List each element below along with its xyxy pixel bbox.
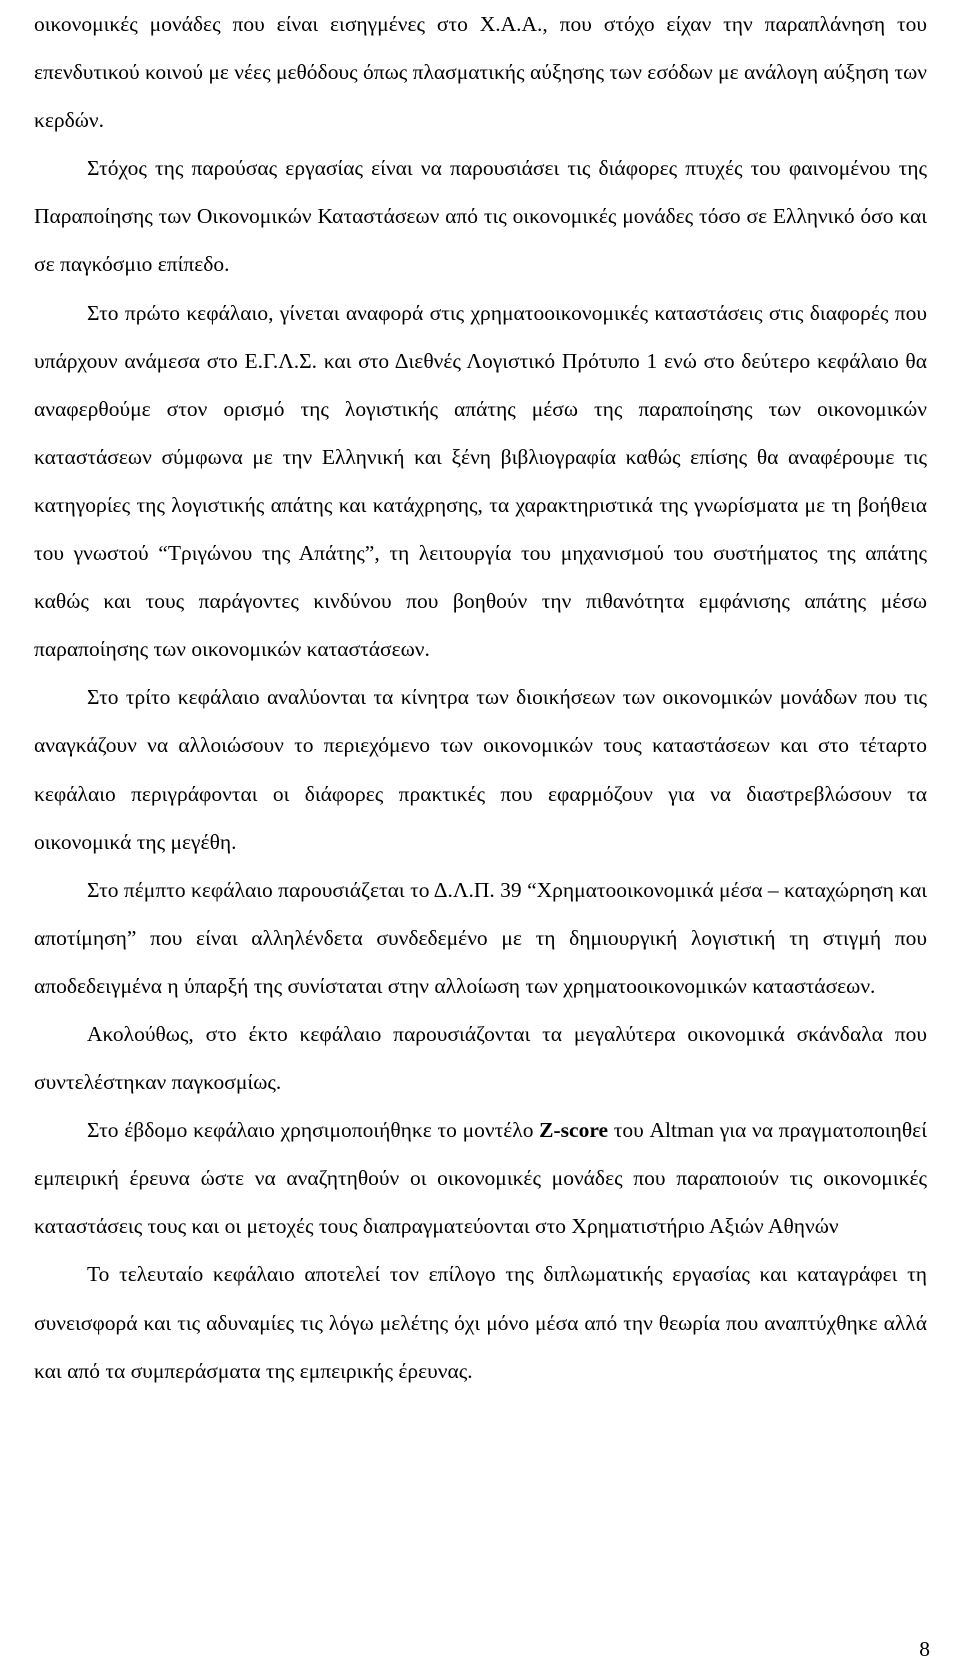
paragraph <box>34 1010 927 1106</box>
paragraph-text: Στο πέμπτο κεφάλαιο παρουσιάζεται το Δ.Λ.Π. 39 “Χρηματοοικονομικά μέσα – καταχώρηση και αποτίμηση” που είναι αλληλένδετα συνδεδεμένο με τη δημιουργική λογιστική τη στιγμή που αποδεδειγμένα η ύπαρξή της συνίσταται στην αλλοίωση των χρηματοοικονομικών καταστάσεων. <box>34 877 927 998</box>
page-number: 8 <box>919 1637 930 1661</box>
paragraph-text: Στο τρίτο κεφάλαιο αναλύονται τα κίνητρα των διοικήσεων των οικονομικών μονάδων που τις αναγκάζουν να αλλοιώσουν το περιεχόμενο των οικονομικών τους καταστάσεων και στο τέταρτο κεφάλαιο περιγράφονται οι διάφορες πρακτικές που εφαρμόζουν για να διαστρεβλώσουν τα οικονομικά της μεγέθη. <box>34 685 927 854</box>
bold-term: Z-score <box>539 1118 609 1143</box>
paragraph <box>34 0 927 144</box>
paragraph <box>34 289 927 674</box>
paragraph-text: οικονομικές μονάδες που είναι εισηγμένες στο Χ.Α.Α., που στόχο είχαν την παραπλάνηση του επενδυτικού κοινού με νέες μεθόδους όπως πλασματικής αύξησης των εσόδων με ανάλογη αύξηση των κερδών. <box>34 12 927 133</box>
paragraph-text: Ακολούθως, στο έκτο κεφάλαιο παρουσιάζονται τα μεγαλύτερα οικονομικά σκάνδαλα που συντελέστηκαν παγκοσμίως. <box>34 1021 927 1095</box>
paragraph <box>34 1250 927 1394</box>
paragraph-text: του Altman για να πραγματοποιηθεί εμπειρική έρευνα ώστε να αναζητηθούν οι οικονομικές μονάδες που παραποιούν τις οικονομικές καταστάσεις τους και οι μετοχές τους διαπραγματεύονται στο Χρηματιστήριο Αξιών Αθηνών <box>34 1118 927 1239</box>
paragraph <box>34 673 927 865</box>
paragraph-text: Το τελευταίο κεφάλαιο αποτελεί τον επίλογο της διπλωματικής εργασίας και καταγράφει τη συνεισφορά και τις αδυναμίες τις λόγω μελέτης όχι μόνο μέσα από την θεωρία που αναπτύχθηκε αλλά και από τα συμπεράσματα της εμπειρικής έρευνας. <box>34 1262 927 1383</box>
paragraph <box>34 1106 927 1250</box>
paragraph <box>34 144 927 288</box>
paragraph-text: Στο πρώτο κεφάλαιο, γίνεται αναφορά στις χρηματοοικονομικές καταστάσεις στις διαφορές που υπάρχουν ανάμεσα στο Ε.Γ.Λ.Σ. και στο Διεθνές Λογιστικό Πρότυπο 1 ενώ στο δεύτερο κεφάλαιο θα αναφερθούμε στον ορισμό της λογιστικής απάτης μέσω της παραποίησης των οικονομικών καταστάσεων σύμφωνα με την Ελληνική και ξένη βιβλιογραφία καθώς επίσης θα αναφέρουμε τις κατηγορίες της λογιστικής απάτης και κατάχρησης, τα χαρακτηριστικά της γνωρίσματα με τη βοήθεια του γνωστού “Τριγώνου της Απάτης”, τη λειτουργία του μηχανισμού του συστήματος της απάτης καθώς και τους παράγοντες κινδύνου που βοηθούν την πιθανότητα εμφάνισης απάτης μέσω παραποίησης των οικονομικών καταστάσεων. <box>34 300 927 662</box>
body-text <box>34 0 927 1395</box>
paragraph-text: Στο έβδομο κεφάλαιο χρησιμοποιήθηκε το μοντέλο <box>87 1118 540 1143</box>
paragraph <box>34 866 927 1010</box>
paragraph-text: Στόχος της παρούσας εργασίας είναι να παρουσιάσει τις διάφορες πτυχές του φαινομένου της Παραποίησης των Οικονομικών Καταστάσεων από τις οικονομικές μονάδες τόσο σε Ελληνικό όσο και σε παγκόσμιο επίπεδο. <box>34 156 927 277</box>
